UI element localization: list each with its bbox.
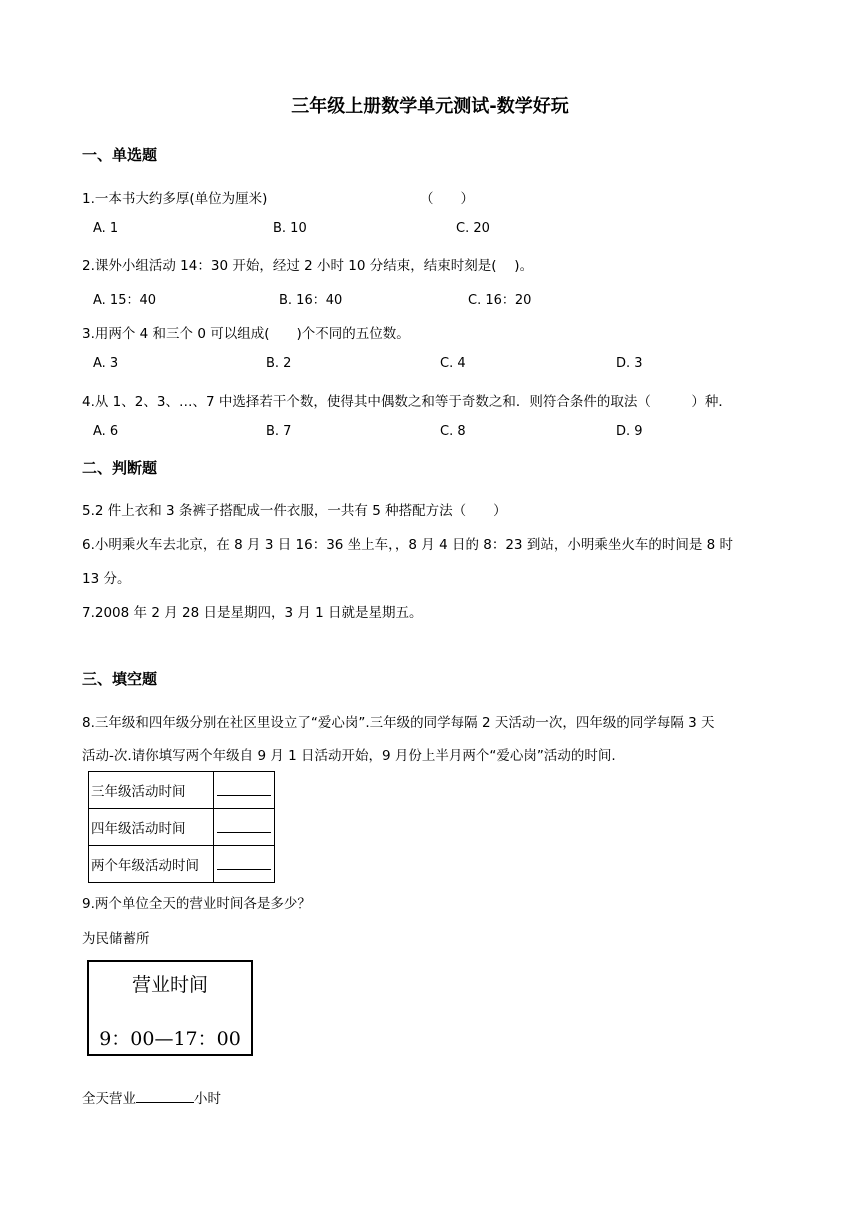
question-2-option-b: B. 16：40 [279, 293, 343, 308]
answer-blank-cell[interactable] [214, 846, 275, 883]
answer-prefix: 全天营业 [82, 1091, 136, 1107]
question-4-option-a: A. 6 [93, 424, 119, 439]
question-1-option-c: C. 20 [456, 221, 490, 236]
question-6-text-line1: 6.小明乘火车去北京，在 8 月 3 日 16：36 坐上车，，8 月 4 日的 8：23 到站，小明乘坐火车的时间是 8 时 [82, 537, 733, 553]
question-4-option-d: D. 9 [616, 424, 643, 439]
answer-blank[interactable] [136, 1088, 194, 1103]
section-heading-fill-blank: 三、填空题 [82, 670, 158, 688]
answer-blank-cell[interactable] [214, 809, 275, 846]
table-row [89, 846, 275, 883]
question-2-option-c: C. 16：20 [468, 293, 532, 308]
answer-blank[interactable] [217, 781, 271, 796]
question-6-text-line2: 13 分。 [82, 571, 131, 587]
table-row-label: 四年级活动时间 [89, 809, 214, 846]
question-1-text: 1.一本书大约多厚(单位为厘米) [82, 191, 268, 207]
question-3-text: 3.用两个 4 和三个 0 可以组成( )个不同的五位数。 [82, 326, 410, 342]
question-1-option-b: B. 10 [273, 221, 307, 236]
section-heading-single-choice: 一、单选题 [82, 146, 158, 164]
question-4-option-b: B. 7 [266, 424, 292, 439]
question-7-text: 7.2008 年 2 月 28 日是星期四，3 月 1 日就是星期五。 [82, 605, 423, 621]
question-3-option-a: A. 3 [93, 356, 119, 371]
table-row-label: 三年级活动时间 [89, 772, 214, 809]
question-9-text: 9.两个单位全天的营业时间各是多少？ [82, 896, 311, 912]
sign-heading: 营业时间 [131, 974, 208, 996]
table-row [89, 772, 275, 809]
question-3-option-d: D. 3 [616, 356, 643, 371]
answer-blank[interactable] [217, 855, 271, 870]
question-3-option-b: B. 2 [266, 356, 292, 371]
question-8-text-line1: 8.三年级和四年级分别在社区里设立了“爱心岗”.三年级的同学每隔 2 天活动一次，四年级的同学每隔 3 天 [82, 715, 715, 731]
activity-time-table [88, 771, 275, 883]
section-heading-true-false: 二、判断题 [82, 459, 158, 477]
business-hours-sign [87, 960, 253, 1056]
question-1-option-a: A. 1 [93, 221, 119, 236]
question-2-option-a: A. 15：40 [93, 293, 157, 308]
question-5-text: 5.2 件上衣和 3 条裤子搭配成一件衣服，一共有 5 种搭配方法（ ） [82, 503, 507, 519]
page-title: 三年级上册数学单元测试-数学好玩 [291, 96, 569, 117]
answer-suffix: 小时 [194, 1091, 221, 1107]
question-4-option-c: C. 8 [440, 424, 466, 439]
table-row [89, 809, 275, 846]
answer-blank-cell[interactable] [214, 772, 275, 809]
question-4-text: 4.从 1、2、3、…、7 中选择若干个数，使得其中偶数之和等于奇数之和．则符合条件的取法（ ）种． [82, 394, 732, 410]
question-2-text: 2.课外小组活动 14：30 开始，经过 2 小时 10 分结束，结束时刻是( )。 [82, 258, 534, 274]
question-9-answer-line [82, 1087, 221, 1107]
question-9-unit-name: 为民储蓄所 [82, 931, 150, 947]
sign-time-range: 9：00—17：00 [99, 1028, 241, 1050]
question-3-option-c: C. 4 [440, 356, 466, 371]
answer-blank[interactable] [217, 818, 271, 833]
question-1-answer-paren: （ ） [420, 191, 474, 207]
table-row-label: 两个年级活动时间 [89, 846, 214, 883]
question-8-text-line2: 活动-次.请你填写两个年级自 9 月 1 日活动开始，9 月份上半月两个“爱心岗”活动的时间. [82, 748, 616, 764]
